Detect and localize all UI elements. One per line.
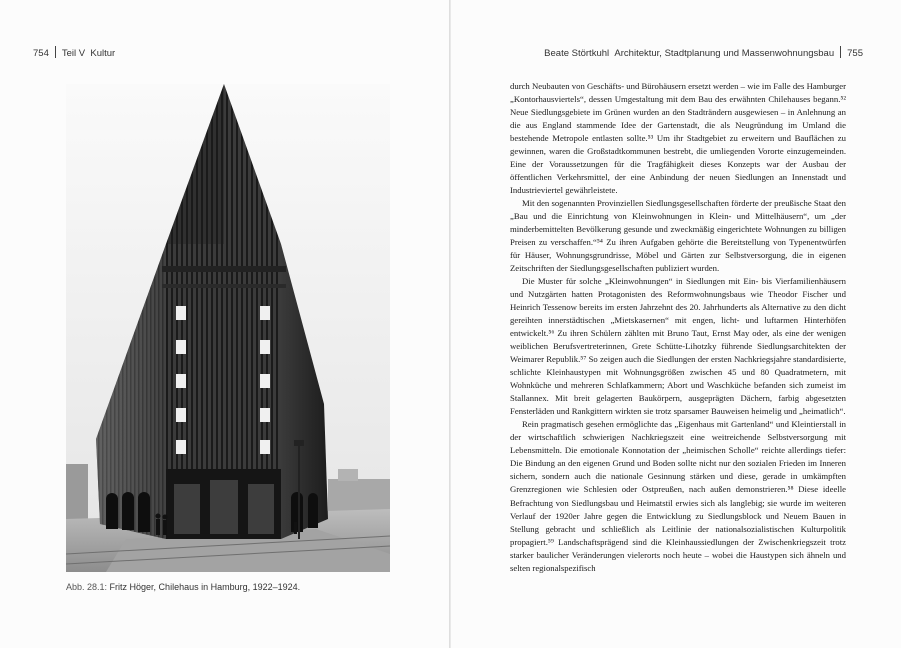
- section-label: Kultur: [90, 48, 116, 59]
- header-divider: [840, 46, 841, 58]
- left-page-number: 754: [33, 48, 49, 59]
- chilehaus-photo: [66, 84, 390, 572]
- right-running-head: [544, 46, 863, 60]
- figure-caption: [66, 582, 396, 592]
- paragraph: durch Neubauten von Geschäfts- und Bürohäusern ersetzt werden – wie im Falle des Hamburger „Kontorhausviertels“, dessen Umgestaltung mit dem Bau des erwähnten Chilehauses begann.⁵² Neue Siedlungsgebiete im Grünen wurden an den Stadträndern ausgewiesen – in Anlehnung an die aus England stammende Idee der Gartenstadt, die als Neugründung im Umland die bestehende Metropole entlasten sollte.⁵³ Um ihr Stadtgebiet zu erweitern und Bauflächen zu gewinnen, waren die Großstadtkommunen bestrebt, die umliegenden Vororte einzugemeinden. Eine der Voraussetzungen für die Tragfähigkeit dieses Konzepts war der Ausbau der öffentlichen Verkehrsmittel, der eine Anbindung der neuen Siedlungen an Innenstadt und Industrieviertel gewährleistete.: [510, 81, 846, 196]
- chapter-author: Beate Störtkuhl: [544, 48, 610, 59]
- paragraph: Rein pragmatisch gesehen ermöglichte das „Eigenhaus mit Gartenland“ und Kleintierstall in der wirtschaftlich schwierigen Nachkriegszeit eine weitreichende Selbstversorgung mit Lebensmitteln. Die emotionale Konnotation der „heimischen Scholle“ reichte allerdings tiefer: Die Bindung an den eigenen Grund und Boden sollte nicht nur den sozialen Frieden im Inneren sichern, sondern auch die nationale Gesinnung stärken und diese, gerade in umkämpften Grenzregionen wie Schlesien oder Ostpreußen, nach außen demonstrieren.⁵⁸ Diese ideelle Befrachtung von Siedlungsbau und Heimatstil erwies sich als langlebig; sie wurde im weiteren Verlauf der 1920er Jahre gegen die Entwicklung zu Siedlungsblock und Neuem Bauen in Stellung gebracht und schließlich als Leitlinie der nationalsozialistischen Kulturpolitik propagiert.⁵⁹ Landschaftsprägend sind die Kleinhaussiedlungen der Zwischenkriegszeit trotz starker baulicher Veränderungen vielerorts noch heute – wobei die Haustypen sich ähneln und selten regionalspezifisch: [510, 419, 846, 573]
- figure-caption-text: Fritz Höger, Chilehaus in Hamburg, 1922–1924.: [107, 582, 301, 592]
- right-page-number: 755: [847, 48, 863, 59]
- paragraph: Die Muster für solche „Kleinwohnungen“ in Siedlungen mit Ein- bis Vierfamilienhäusern und Nutzgärten hatten Protagonisten des Reformwohnungsbaus wie Theodor Fischer und Heinrich Tessenow bereits im ersten Jahrzehnt des 20. Jahrhunderts als Alternative zu den dicht gereihten innerstädtischen „Mietskasernen“ mit engen, licht- und luftarmen Hinterhöfen entwickelt.⁵⁶ Zu ihren Schülern zählten mit Bruno Taut, Ernst May oder, als eine der wenigen weiblichen Berufsvertreterinnen, Grete Schütte-Lihotzky führende Siedlungsarchitekten der Weimarer Republik.⁵⁷ So zeigen auch die Siedlungen der ersten Nachkriegsjahre standardisierte, schlichte Kleinhaustypen mit Wohnungsgrößen zwischen 45 und 80 Quadratmetern, mit Wohnküche und mehreren Schlafkammern; Abort und Waschküche befanden sich zumeist im Stallannex. Mit breit gelagerten Baukörpern, ausgeprägten Dächern, farbig abgesetzten Fensterläden und Rankgittern wirkten sie trotz sparsamer Bauweisen heimelig und „heimatlich“.: [510, 276, 846, 417]
- main-text: [510, 80, 846, 575]
- chapter-title: Architektur, Stadtplanung und Massenwohnungsbau: [614, 48, 835, 59]
- paragraph: Mit den sogenannten Provinziellen Siedlungsgesellschaften förderte der preußische Staat den „Bau und die Einrichtung von Kleinwohnungen in Klein- und Mittelhäusern“, um „der minderbemittelten Bevölkerung gesunde und zweckmäßig eingerichtete Wohnungen zu billigen Preisen zu verschaffen.“⁵⁴ Zu ihren Aufgaben gehörte die Bereitstellung von Typenentwürfen für Häuser, Wohnungsgrundrisse, Möbel und Gärten zur Selbstversorgung, die in eigenen Zeitschriften der Siedlungsgesellschaften publiziert wurden.: [510, 198, 846, 274]
- header-divider: [55, 46, 56, 58]
- part-label: Teil V: [61, 48, 86, 59]
- figure-number: Abb. 28.1:: [66, 582, 108, 592]
- left-running-head: [33, 46, 115, 60]
